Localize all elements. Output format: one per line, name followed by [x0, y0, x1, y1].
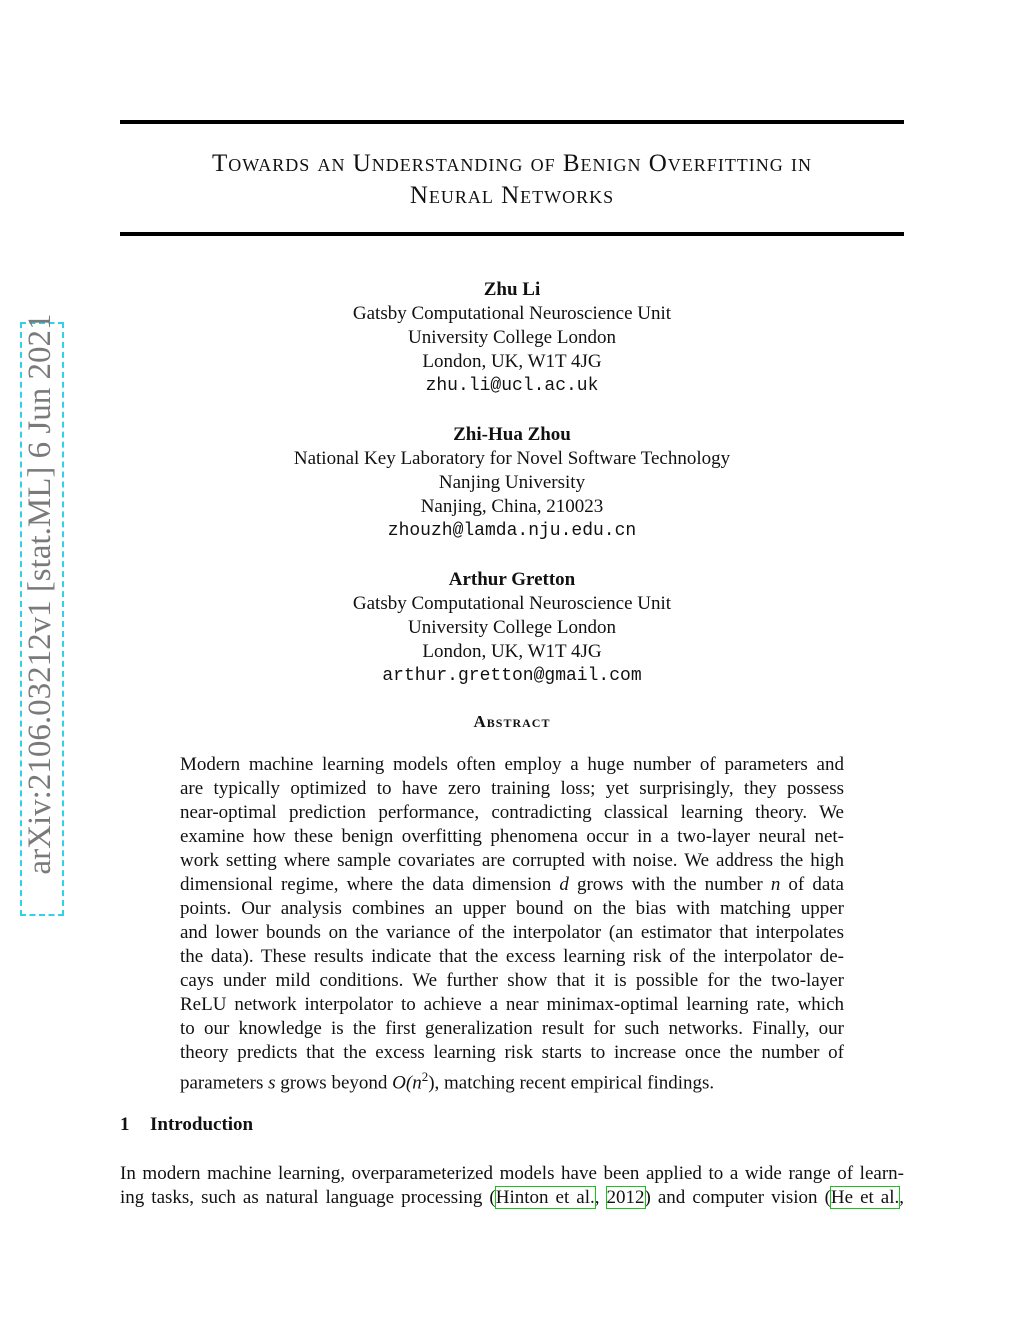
abstract-text: parameters [180, 1072, 269, 1094]
title-rule-top [120, 120, 904, 124]
author-name: Zhi-Hua Zhou [453, 424, 571, 445]
math-variable-s: s [268, 1072, 276, 1094]
abstract-text: dimensional regime, where the data dimension [180, 874, 560, 895]
abstract-line: theory predicts that the excess learning risk starts to increase once the number of [180, 1042, 844, 1063]
author-block [120, 278, 904, 398]
math-exponent: 2 [421, 1069, 429, 1084]
author-email[interactable]: arthur.gretton@gmail.com [382, 666, 642, 686]
section-number: 1 [120, 1114, 130, 1135]
body-line [120, 1186, 904, 1210]
abstract-line: the data). These results indicate that the excess learning risk of the interpolator de- [180, 946, 844, 967]
abstract-text: of data [780, 874, 844, 895]
citation-separator: , [594, 1187, 607, 1208]
citation-link-he[interactable]: He et al. [830, 1187, 900, 1208]
math-big-o: O(n [392, 1072, 422, 1094]
author-institution: University College London [408, 617, 616, 638]
abstract-heading: Abstract [473, 712, 551, 731]
body-text: ) and computer vision ( [644, 1187, 831, 1208]
abstract-line: Modern machine learning models often employ a huge number of parameters and [180, 754, 844, 775]
abstract-line: are typically optimized to have zero training loss; yet surprisingly, they possess [180, 778, 844, 799]
math-variable-n: n [770, 874, 781, 895]
author-address: London, UK, W1T 4JG [422, 641, 602, 662]
math-close-paren: ) [428, 1072, 435, 1094]
author-affiliation: National Key Laboratory for Novel Software Technology [293, 448, 731, 469]
author-name: Zhu Li [483, 279, 541, 300]
abstract-line: work setting where sample covariates are corrupted with noise. We address the high [180, 850, 844, 871]
author-email[interactable]: zhouzh@lamda.nju.edu.cn [387, 521, 637, 541]
abstract-line: and lower bounds on the variance of the interpolator (an estimator that interpolates [180, 922, 844, 943]
math-variable-d: d [559, 874, 569, 895]
author-name: Arthur Gretton [448, 569, 576, 590]
author-affiliation: Gatsby Computational Neuroscience Unit [352, 303, 672, 324]
abstract-text: grows with the number [568, 874, 771, 895]
author-email[interactable]: zhu.li@ucl.ac.uk [425, 376, 599, 396]
body-line: In modern machine learning, overparameterized models have been applied to a wide range of learn- [120, 1163, 904, 1184]
author-address: Nanjing, China, 210023 [420, 496, 604, 517]
introduction-body [120, 1162, 904, 1210]
abstract-text: , matching recent empirical findings. [434, 1072, 715, 1094]
body-text: ing tasks, such as natural language processing ( [120, 1187, 496, 1208]
section-title: Introduction [150, 1114, 254, 1135]
abstract-line [180, 1065, 844, 1094]
body-text: , [899, 1187, 905, 1208]
author-institution: University College London [408, 327, 616, 348]
author-block [120, 568, 904, 688]
arxiv-stamp-text[interactable]: arXiv:2106.03212v1 [stat.ML] 6 Jun 2021 [22, 313, 58, 875]
title-line-2: Neural Networks [409, 182, 615, 209]
title-rule-bottom [120, 232, 904, 236]
section-heading-introduction [120, 1114, 253, 1136]
abstract-line: to our knowledge is the first generalization result for such networks. Finally, our [180, 1018, 844, 1039]
author-affiliation: Gatsby Computational Neuroscience Unit [352, 593, 672, 614]
author-address: London, UK, W1T 4JG [422, 351, 602, 372]
abstract-line [180, 873, 844, 897]
abstract-line: examine how these benign overfitting phenomena occur in a two-layer neural net- [180, 826, 844, 847]
abstract-body [180, 753, 844, 1094]
abstract-line: points. Our analysis combines an upper bound on the bias with matching upper [180, 898, 844, 919]
citation-link-hinton-year[interactable]: 2012 [606, 1187, 645, 1208]
paper-title [120, 148, 904, 212]
citation-link-hinton[interactable]: Hinton et al. [495, 1187, 595, 1208]
abstract-line: ReLU network interpolator to achieve a near minimax-optimal learning rate, which [180, 994, 844, 1015]
abstract-line: near-optimal prediction performance, contradicting classical learning theory. We [180, 802, 844, 823]
author-institution: Nanjing University [438, 472, 586, 493]
abstract-text: grows beyond [275, 1072, 393, 1094]
abstract-line: cays under mild conditions. We further show that it is possible for the two-layer [180, 970, 844, 991]
title-line-1: Towards an Understanding of Benign Overfitting in [211, 150, 813, 177]
author-block [120, 423, 904, 543]
